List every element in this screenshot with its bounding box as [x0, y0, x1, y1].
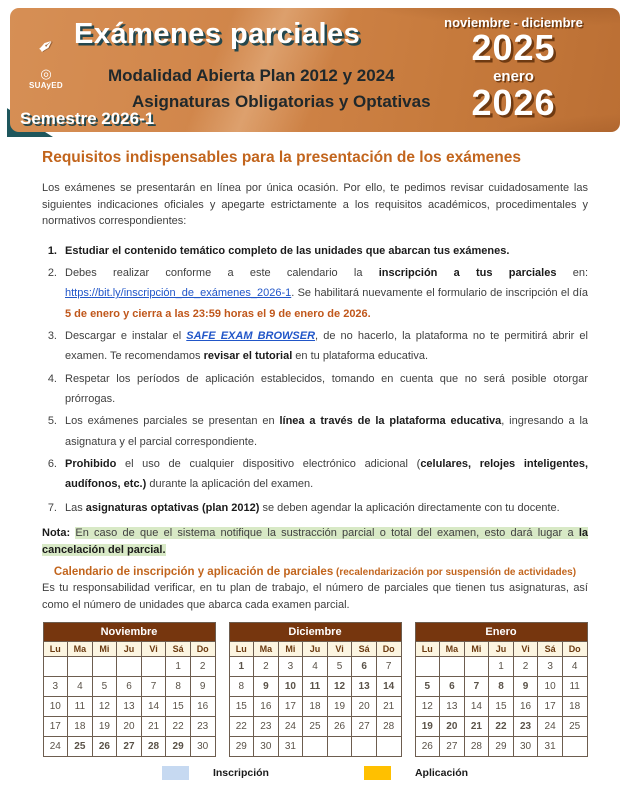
calendar-day: 25	[68, 737, 93, 757]
calendar-week-row	[229, 717, 401, 737]
calendar-day: 24	[278, 717, 303, 737]
day-of-week-row	[43, 642, 215, 657]
calendar-day: 2	[190, 657, 215, 677]
calendar-day: 23	[513, 717, 538, 737]
calendar-day: 22	[489, 717, 514, 737]
day-of-week-header: Do	[376, 642, 401, 657]
calendar-empty-cell	[352, 737, 377, 757]
day-of-week-header: Do	[190, 642, 215, 657]
calendar-week-row	[43, 697, 215, 717]
calendar-day: 14	[376, 677, 401, 697]
calendar-week-row	[415, 697, 587, 717]
item-text: Respetar los períodos de aplicación establecidos, tomando en cuenta que no será posible otorgar prórrogas.	[65, 372, 588, 405]
day-of-week-header: Vi	[141, 642, 166, 657]
calendar-day: 15	[489, 697, 514, 717]
calendar-day: 18	[68, 717, 93, 737]
calendar-day: 12	[415, 697, 440, 717]
calendar-day: 18	[562, 697, 587, 717]
calendar-day: 24	[43, 737, 68, 757]
item-text: Estudiar el contenido temático completo de las unidades que abarcan tus exámenes.	[65, 244, 510, 257]
calendar-day: 5	[415, 677, 440, 697]
calendar-day: 8	[229, 677, 254, 697]
calendar-day: 5	[92, 677, 117, 697]
calendar-day: 30	[254, 737, 279, 757]
list-item	[42, 411, 588, 452]
calendar	[415, 622, 588, 757]
deadline-text: 5 de enero y cierra a las 23:59 horas el 9 de enero de 2026.	[65, 307, 371, 320]
day-of-week-header: Ju	[489, 642, 514, 657]
calendar-day: 1	[166, 657, 191, 677]
suayed-logo-text: SUAyED	[29, 81, 63, 90]
calendar-week-row	[229, 657, 401, 677]
calendar-day: 12	[92, 697, 117, 717]
calendar-day: 16	[254, 697, 279, 717]
legend-swatch	[364, 766, 391, 780]
calendar-day: 23	[190, 717, 215, 737]
calendar-day: 26	[327, 717, 352, 737]
list-item	[42, 369, 588, 410]
calendar-week-row	[415, 717, 587, 737]
calendar-week-row	[229, 677, 401, 697]
calendar-day: 4	[68, 677, 93, 697]
calendar-day: 1	[489, 657, 514, 677]
item-number: 2.	[47, 266, 57, 279]
list-item	[42, 454, 588, 495]
calendar-week-row	[229, 697, 401, 717]
calendar-day: 8	[489, 677, 514, 697]
calendar-week-row	[43, 737, 215, 757]
calendar-day: 9	[513, 677, 538, 697]
day-of-week-header: Vi	[513, 642, 538, 657]
calendar-day: 12	[327, 677, 352, 697]
requirements-list	[42, 241, 588, 517]
safe-exam-browser-link[interactable]: SAFE EXAM BROWSER	[186, 329, 316, 342]
period1-year: 2025	[471, 27, 556, 68]
calendar-row	[42, 622, 588, 757]
faculty-logo-icon: ✒	[32, 33, 60, 61]
calendar	[43, 622, 216, 757]
calendar-day: 18	[303, 697, 328, 717]
calendar-day: 4	[562, 657, 587, 677]
document-body	[0, 133, 630, 780]
calendar-day: 17	[538, 697, 563, 717]
day-of-week-header: Sá	[352, 642, 377, 657]
calendar-day: 16	[190, 697, 215, 717]
day-of-week-row	[415, 642, 587, 657]
calendar-section-heading: Calendario de inscripción y aplicación de parciales (recalendarización por suspensión de actividades)	[53, 566, 577, 579]
calendar-day: 11	[562, 677, 587, 697]
calendar-day: 15	[229, 697, 254, 717]
day-of-week-header: Lu	[415, 642, 440, 657]
list-item	[42, 263, 588, 324]
calendar-day: 15	[166, 697, 191, 717]
list-item	[42, 241, 588, 261]
item-number: 6.	[47, 457, 57, 470]
period2-label: enero	[493, 67, 534, 85]
calendar-day: 20	[352, 697, 377, 717]
day-of-week-header: Ma	[68, 642, 93, 657]
item-number: 7.	[47, 501, 57, 514]
calendar-day: 31	[278, 737, 303, 757]
calendar-day: 27	[117, 737, 142, 757]
calendar-empty-cell	[327, 737, 352, 757]
calendar-day: 21	[464, 717, 489, 737]
calendar-legend	[42, 766, 588, 780]
calendar-day: 14	[464, 697, 489, 717]
calendar-day: 29	[166, 737, 191, 757]
calendar-day: 30	[513, 737, 538, 757]
day-of-week-header: Sá	[166, 642, 191, 657]
calendar-day: 13	[440, 697, 465, 717]
item-number: 1.	[47, 244, 57, 257]
calendar-day: 13	[117, 697, 142, 717]
calendar-day: 26	[415, 737, 440, 757]
calendar-week-row	[43, 717, 215, 737]
day-of-week-header: Do	[562, 642, 587, 657]
day-of-week-header: Sá	[538, 642, 563, 657]
calendar-empty-cell	[562, 737, 587, 757]
calendar-day: 3	[538, 657, 563, 677]
calendar-day: 2	[254, 657, 279, 677]
day-of-week-row	[229, 642, 401, 657]
calendar-day: 21	[376, 697, 401, 717]
calendar-day: 8	[166, 677, 191, 697]
legend-label: Inscripción	[212, 767, 269, 780]
calendar-day: 27	[352, 717, 377, 737]
item-number: 3.	[47, 329, 57, 342]
calendar-day: 6	[440, 677, 465, 697]
calendar-day: 10	[538, 677, 563, 697]
calendar-day: 7	[376, 657, 401, 677]
calendar-empty-cell	[141, 657, 166, 677]
calendar-empty-cell	[43, 657, 68, 677]
calendar-day: 21	[141, 717, 166, 737]
day-of-week-header: Lu	[229, 642, 254, 657]
calendar-day: 27	[440, 737, 465, 757]
calendar-empty-cell	[92, 657, 117, 677]
period1-label: noviembre - diciembre	[444, 15, 583, 30]
calendar-empty-cell	[464, 657, 489, 677]
calendar-day: 11	[303, 677, 328, 697]
calendar-empty-cell	[415, 657, 440, 677]
calendar-day: 25	[303, 717, 328, 737]
item-text: Los exámenes parciales se presentan en línea a través de la plataforma educativa, ingresando a la asignatura y el parcial correspondiente.	[65, 415, 589, 448]
calendar-day: 5	[327, 657, 352, 677]
semester-label: Semestre 2026-1	[20, 109, 155, 128]
day-of-week-header: Ju	[303, 642, 328, 657]
note-label: Nota:	[42, 527, 71, 540]
calendar-day: 13	[352, 677, 377, 697]
banner-subtitle-asignaturas: Asignaturas Obligatorias y Optativas	[132, 92, 431, 111]
legend-swatch	[162, 766, 189, 780]
calendar-day: 19	[327, 697, 352, 717]
calendar-day: 26	[92, 737, 117, 757]
calendar-empty-cell	[117, 657, 142, 677]
legend-item-aplicacion	[364, 766, 468, 780]
calendar-day: 17	[43, 717, 68, 737]
calendar-day: 25	[562, 717, 587, 737]
list-item	[42, 500, 588, 517]
banner-background	[10, 8, 620, 132]
day-of-week-header: Vi	[327, 642, 352, 657]
banner-dates	[421, 15, 606, 121]
calendar-day: 28	[141, 737, 166, 757]
day-of-week-header: Mi	[464, 642, 489, 657]
calendar-day: 20	[440, 717, 465, 737]
calendar-day: 6	[352, 657, 377, 677]
calendar-day: 10	[43, 697, 68, 717]
inscription-link[interactable]: https://bit.ly/inscripción_de_exámenes_2026-1	[65, 287, 292, 300]
calendar-week-row	[229, 737, 401, 757]
calendar	[229, 622, 402, 757]
calendar-month-title: Diciembre	[229, 623, 401, 642]
note-paragraph	[42, 525, 588, 558]
calendar-day: 6	[117, 677, 142, 697]
calendar-month-title: Enero	[415, 623, 587, 642]
calendar-week-row	[43, 657, 215, 677]
section-heading: Requisitos indispensables para la presentación de los exámenes	[42, 149, 521, 166]
day-of-week-header: Ju	[117, 642, 142, 657]
calendar-day: 9	[190, 677, 215, 697]
logo-column	[23, 34, 69, 90]
period2-year: 2026	[471, 81, 556, 123]
item-text: Descargar e instalar el SAFE EXAM BROWSER, de no hacerlo, la plataforma no te permitirá abrir el examen. Te recomendamos revisar el tutorial en tu plataforma educativa.	[65, 329, 588, 363]
day-of-week-header: Mi	[278, 642, 303, 657]
calendar-day: 2	[513, 657, 538, 677]
item-text: Las asignaturas optativas (plan 2012) se deben agendar la aplicación directamente con tu docente.	[65, 501, 560, 514]
note-highlighted-text: En caso de que el sistema notifique la sustracción parcial o total del examen, esto dará lugar a la cancelación del parcial.	[42, 527, 588, 556]
item-number: 5.	[47, 415, 57, 428]
calendar-day: 4	[303, 657, 328, 677]
calendar-day: 9	[254, 677, 279, 697]
item-text: Debes realizar conforme a este calendario la inscripción a tus parciales en: https://bit.ly/inscripción_de_exámenes_2026-1. Se habilitará nuevamente el formulario de inscripción el día 5 de enero y cierra a las 23:59 horas el 9 de enero de 2026.	[65, 266, 588, 320]
day-of-week-header: Mi	[92, 642, 117, 657]
page-title: Exámenes parciales	[74, 18, 361, 50]
calendar-day: 10	[278, 677, 303, 697]
calendar-week-row	[415, 657, 587, 677]
suayed-logo-icon: ◎	[40, 66, 52, 81]
calendar-week-row	[43, 677, 215, 697]
calendar-day: 14	[141, 697, 166, 717]
day-of-week-header: Lu	[43, 642, 68, 657]
calendar-day: 22	[229, 717, 254, 737]
calendar-empty-cell	[376, 737, 401, 757]
calendar-day: 29	[489, 737, 514, 757]
calendar-day: 28	[376, 717, 401, 737]
calendar-empty-cell	[440, 657, 465, 677]
calendar-intro-paragraph: Es tu responsabilidad verificar, en tu plan de trabajo, el número de parciales que tienen tus asignaturas, así como el número de unidades que abarca cada examen parcial.	[42, 582, 588, 611]
calendar-day: 28	[464, 737, 489, 757]
intro-paragraph: Los exámenes se presentarán en línea por única ocasión. Por ello, te pedimos revisar cuidadosamente las siguientes indicaciones oficiales y apegarte estrictamente a los requisitos académicos, procedimentales y normativos correspondientes:	[42, 182, 588, 227]
calendar-day: 29	[229, 737, 254, 757]
calendar-day: 24	[538, 717, 563, 737]
legend-label: Aplicación	[414, 767, 469, 780]
calendar-day: 1	[229, 657, 254, 677]
calendar-month-title: Noviembre	[43, 623, 215, 642]
banner-subtitle-modalidad: Modalidad Abierta Plan 2012 y 2024	[108, 66, 395, 85]
item-number: 4.	[47, 372, 57, 385]
list-item	[42, 326, 588, 367]
calendar-day: 3	[278, 657, 303, 677]
calendar-day: 17	[278, 697, 303, 717]
calendar-day: 31	[538, 737, 563, 757]
calendar-day: 11	[68, 697, 93, 717]
day-of-week-header: Ma	[440, 642, 465, 657]
item-text: Prohibido el uso de cualquier dispositivo electrónico adicional (celulares, relojes inteligentes, audífonos, etc.) durante la aplicación del examen.	[65, 457, 589, 491]
calendar-day: 30	[190, 737, 215, 757]
header-banner	[10, 8, 620, 132]
calendar-day: 20	[117, 717, 142, 737]
calendar-day: 23	[254, 717, 279, 737]
calendar-day: 19	[415, 717, 440, 737]
calendar-day: 19	[92, 717, 117, 737]
calendar-day: 7	[141, 677, 166, 697]
calendar-day: 3	[43, 677, 68, 697]
calendar-week-row	[415, 677, 587, 697]
day-of-week-header: Ma	[254, 642, 279, 657]
calendar-day: 22	[166, 717, 191, 737]
calendar-day: 16	[513, 697, 538, 717]
calendar-day: 7	[464, 677, 489, 697]
calendar-empty-cell	[303, 737, 328, 757]
legend-item-inscripcion	[162, 766, 269, 780]
calendar-empty-cell	[68, 657, 93, 677]
calendar-week-row	[415, 737, 587, 757]
